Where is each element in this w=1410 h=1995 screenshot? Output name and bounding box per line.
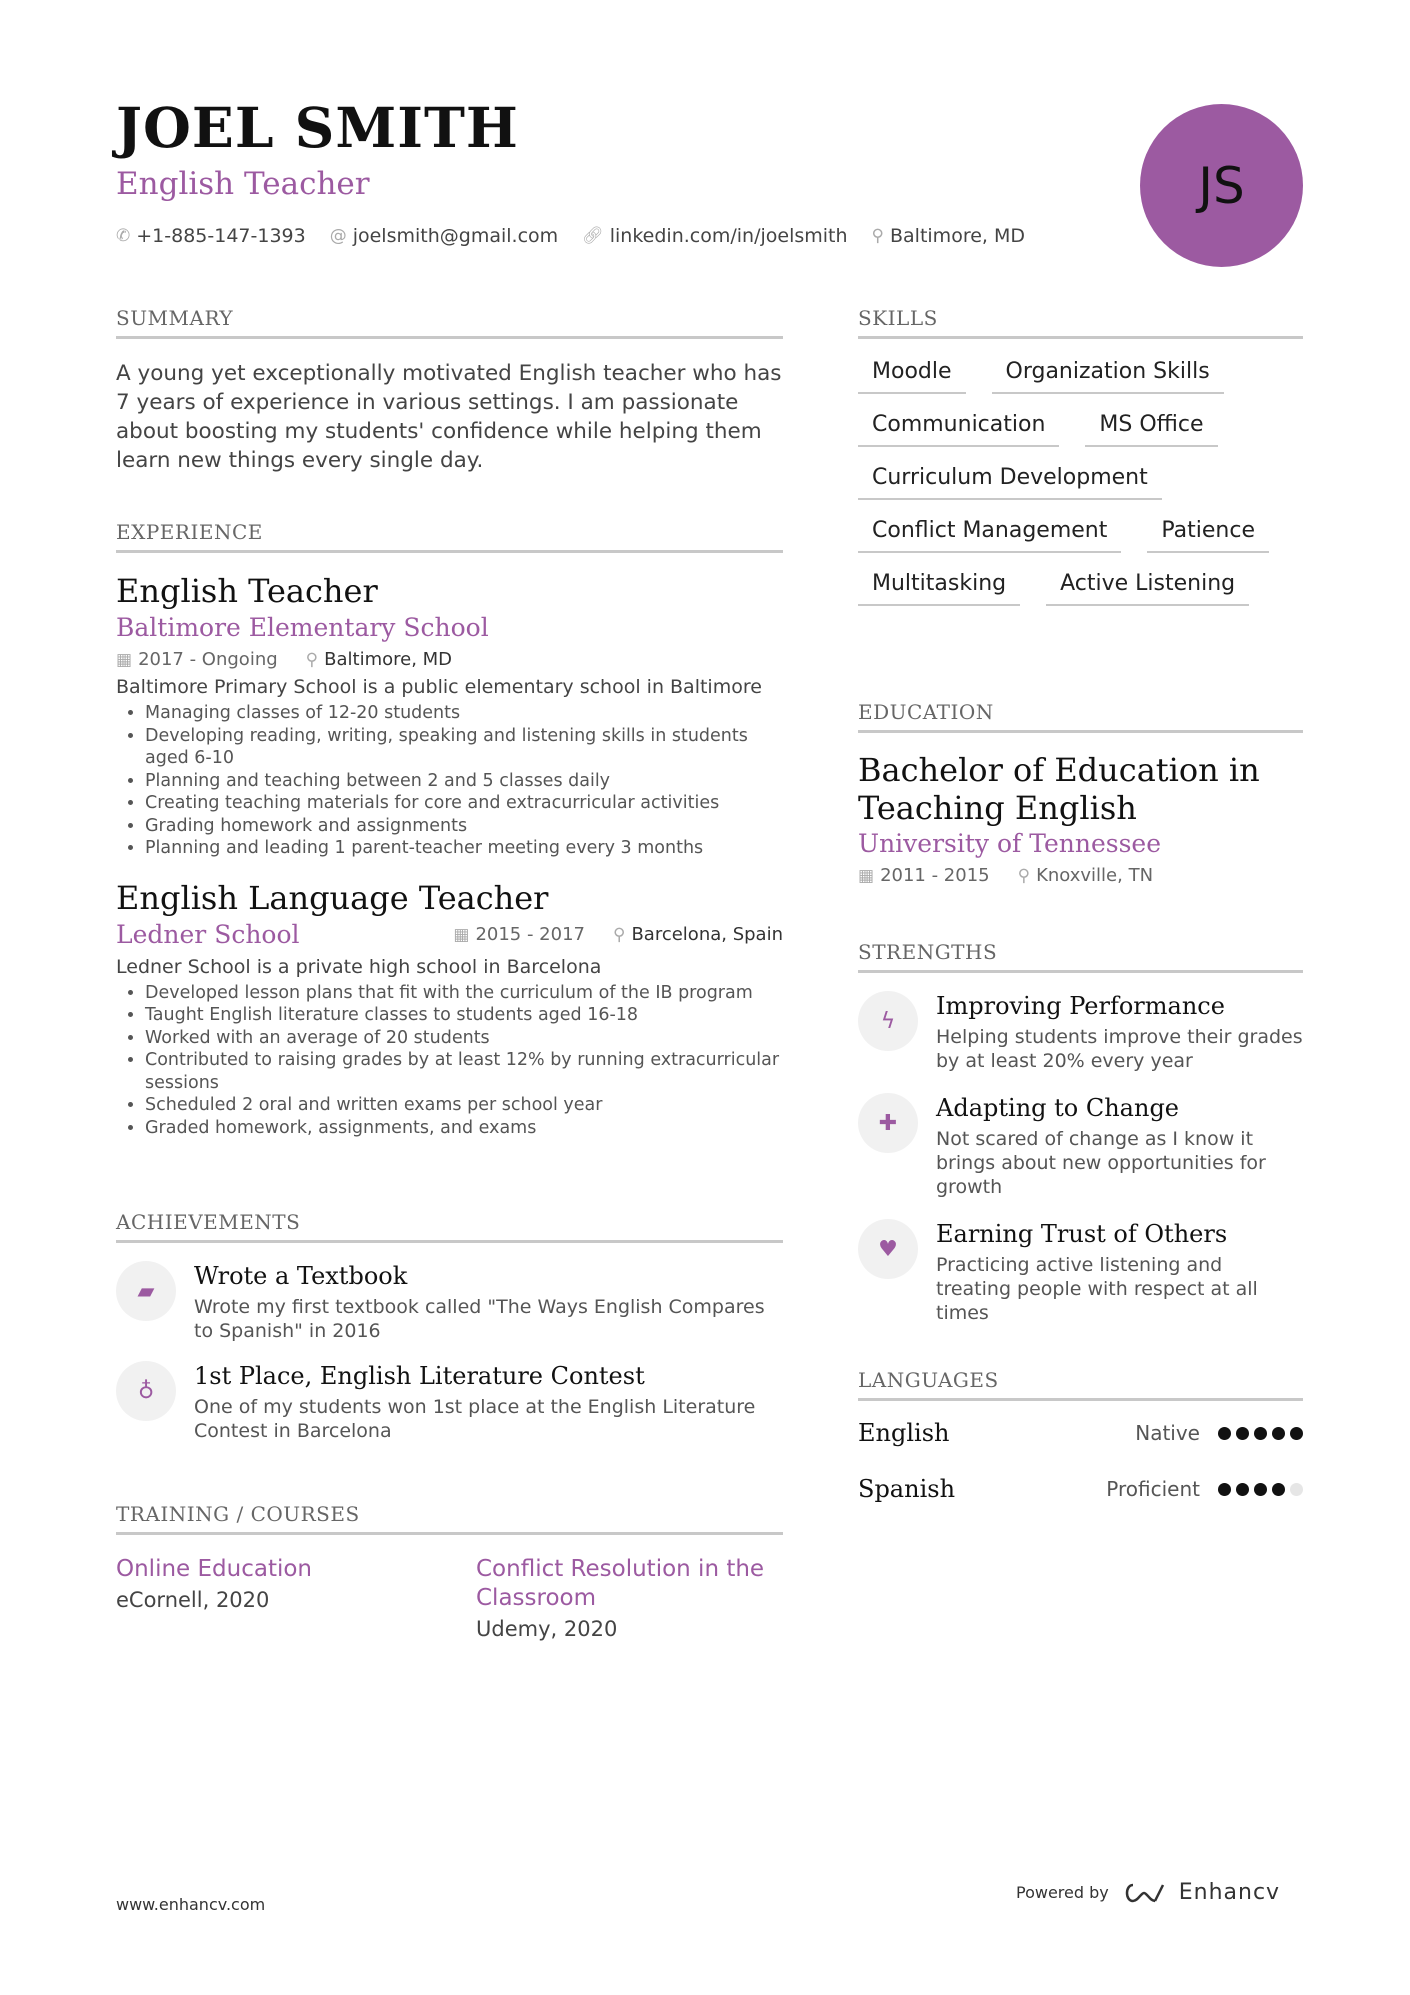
job-entry: [116, 571, 783, 860]
education-section: [858, 700, 1303, 886]
section-title: STRENGTHS: [858, 940, 1303, 973]
company-name: Baltimore Elementary School: [116, 613, 489, 642]
rating-dot-filled: [1290, 1427, 1303, 1440]
footer-branding: [1016, 1880, 1280, 1905]
strength-item: [858, 1093, 1303, 1199]
section-title: LANGUAGES: [858, 1368, 1303, 1401]
contact-linkedin[interactable]: 🔗︎ linkedin.com/in/joelsmith: [582, 225, 848, 247]
experience-section: [116, 520, 783, 1139]
list-item: • Worked with an average of 20 students: [145, 1027, 783, 1050]
location-pin-icon: ⚲: [305, 650, 319, 670]
training-section: [116, 1502, 783, 1641]
language-rating: [1218, 1427, 1303, 1440]
book-icon: ▰: [116, 1261, 176, 1321]
phone-icon: ✆: [116, 226, 131, 246]
education-location: ⚲ Knoxville, TN: [1017, 865, 1154, 886]
training-source: Udemy, 2020: [476, 1617, 618, 1641]
section-title: TRAINING / COURSES: [116, 1502, 783, 1535]
language-row: [858, 1475, 1303, 1503]
list-item: • Graded homework, assignments, and exams: [145, 1117, 783, 1140]
contact-email[interactable]: @ joelsmith@gmail.com: [329, 225, 559, 247]
job-location: ⚲ Barcelona, Spain: [613, 924, 783, 945]
contact-phone: ✆ +1-885-147-1393: [116, 225, 306, 247]
achievements-section: [116, 1210, 783, 1443]
rating-dot-filled: [1254, 1427, 1267, 1440]
job-entry: [116, 878, 783, 1140]
rating-dot-filled: [1236, 1483, 1249, 1496]
list-item: • Creating teaching materials for core and extracurricular activities: [145, 792, 783, 815]
skill-tag: Conflict Management: [858, 512, 1121, 553]
degree-title: Bachelor of Education in Teaching English: [858, 751, 1260, 827]
training-title: Conflict Resolution in the Classroom: [476, 1556, 765, 1611]
job-bullets: [116, 982, 783, 1140]
section-title: SKILLS: [858, 306, 1303, 339]
list-item: • Managing classes of 12-20 students: [145, 702, 783, 725]
skill-tag: Organization Skills: [992, 353, 1224, 394]
strengths-section: [858, 940, 1303, 1325]
rating-dot-filled: [1218, 1427, 1231, 1440]
list-item: • Planning and leading 1 parent-teacher meeting every 3 months: [145, 837, 783, 860]
contact-bar: [116, 225, 1025, 247]
achievement-item: [116, 1261, 783, 1343]
rating-dot-filled: [1272, 1483, 1285, 1496]
school-name: University of Tennessee: [858, 829, 1162, 858]
hand-heart-icon: ♥: [858, 1219, 918, 1279]
language-level: Proficient: [1106, 1477, 1200, 1501]
achievement-item: [116, 1361, 783, 1443]
brand-name: Enhancv: [1178, 1880, 1281, 1905]
bolt-icon: ϟ: [858, 991, 918, 1051]
location-pin-icon: ⚲: [613, 925, 626, 945]
medal-icon: ♁: [116, 1361, 176, 1421]
section-title: SUMMARY: [116, 306, 783, 339]
skill-tag: Curriculum Development: [858, 459, 1162, 500]
training-item: [116, 1555, 476, 1641]
company-name: Ledner School: [116, 919, 300, 949]
calendar-icon: ▦: [453, 925, 470, 945]
skill-tag: Communication: [858, 406, 1059, 447]
section-title: EXPERIENCE: [116, 520, 783, 553]
language-row: [858, 1419, 1303, 1447]
job-title: English Language Teacher: [116, 878, 549, 917]
job-description: Baltimore Primary School is a public elementary school in Baltimore: [116, 676, 762, 698]
education-dates: ▦ 2011 - 2015: [858, 865, 990, 886]
puzzle-icon: ✚: [858, 1093, 918, 1153]
list-item: • Taught English literature classes to students aged 16-18: [145, 1004, 783, 1027]
strength-text: Not scared of change as I know it brings about new opportunities for growth: [936, 1128, 1266, 1198]
skill-tag: MS Office: [1085, 406, 1217, 447]
location-pin-icon: ⚲: [871, 226, 884, 246]
summary-section: [116, 306, 783, 475]
job-location: ⚲ Baltimore, MD: [305, 649, 453, 670]
skills-section: [858, 306, 1303, 606]
rating-dot-filled: [1254, 1483, 1267, 1496]
job-dates: ▦ 2015 - 2017: [453, 924, 585, 945]
language-name: Spanish: [858, 1475, 956, 1503]
candidate-role: English Teacher: [116, 166, 370, 202]
contact-location: ⚲ Baltimore, MD: [871, 225, 1026, 247]
achievement-title: 1st Place, English Literature Contest: [194, 1362, 645, 1390]
list-item: • Grading homework and assignments: [145, 815, 783, 838]
strength-title: Earning Trust of Others: [936, 1220, 1228, 1248]
rating-dot-empty: [1290, 1483, 1303, 1496]
section-title: EDUCATION: [858, 700, 1303, 733]
avatar: JS: [1140, 104, 1303, 267]
skill-tag: Active Listening: [1046, 565, 1249, 606]
calendar-icon: ▦: [858, 866, 875, 886]
footer-site-link[interactable]: www.enhancv.com: [116, 1895, 266, 1914]
achievement-text: Wrote my first textbook called "The Ways English Compares to Spanish" in 2016: [194, 1296, 765, 1342]
strength-text: Practicing active listening and treating people with respect at all times: [936, 1254, 1258, 1324]
languages-section: [858, 1368, 1303, 1503]
job-description: Ledner School is a private high school in Barcelona: [116, 955, 602, 978]
job-dates: ▦ 2017 - Ongoing: [116, 649, 278, 670]
strength-item: [858, 991, 1303, 1073]
list-item: • Developed lesson plans that fit with the curriculum of the IB program: [145, 982, 783, 1005]
summary-text: A young yet exceptionally motivated English teacher who has 7 years of experience in various settings. I am passionate about boosting my students' confidence while helping them learn new things every single day.: [116, 361, 782, 473]
job-meta: [116, 649, 783, 670]
calendar-icon: ▦: [116, 650, 133, 670]
strength-item: [858, 1219, 1303, 1325]
skill-tag: Multitasking: [858, 565, 1020, 606]
training-item: [476, 1555, 783, 1641]
skills-list: [858, 353, 1303, 606]
rating-dot-filled: [1272, 1427, 1285, 1440]
job-meta: [453, 924, 783, 945]
list-item: • Scheduled 2 oral and written exams per school year: [145, 1094, 783, 1117]
strength-title: Adapting to Change: [936, 1094, 1180, 1122]
training-source: eCornell, 2020: [116, 1588, 270, 1612]
strength-text: Helping students improve their grades by at least 20% every year: [936, 1026, 1303, 1072]
rating-dot-filled: [1218, 1483, 1231, 1496]
skill-tag: Patience: [1147, 512, 1269, 553]
language-level: Native: [1135, 1421, 1200, 1445]
section-title: ACHIEVEMENTS: [116, 1210, 783, 1243]
at-icon: @: [329, 226, 347, 246]
link-icon: 🔗︎: [582, 226, 604, 246]
list-item: • Contributed to raising grades by at least 12% by running extracurricular sessions: [145, 1049, 783, 1094]
strength-title: Improving Performance: [936, 992, 1225, 1020]
powered-by-text: Powered by: [1016, 1883, 1109, 1902]
language-rating: [1218, 1483, 1303, 1496]
list-item: • Developing reading, writing, speaking and listening skills in students aged 6-10: [145, 725, 783, 770]
rating-dot-filled: [1236, 1427, 1249, 1440]
skill-tag: Moodle: [858, 353, 966, 394]
job-bullets: [116, 702, 783, 860]
achievement-text: One of my students won 1st place at the English Literature Contest in Barcelona: [194, 1396, 756, 1442]
list-item: • Planning and teaching between 2 and 5 classes daily: [145, 770, 783, 793]
enhancv-logo-icon: [1121, 1881, 1167, 1905]
achievement-title: Wrote a Textbook: [194, 1262, 408, 1290]
location-pin-icon: ⚲: [1017, 866, 1031, 886]
training-title: Online Education: [116, 1556, 313, 1582]
job-title: English Teacher: [116, 572, 378, 610]
education-meta: [858, 865, 1303, 886]
language-name: English: [858, 1419, 950, 1447]
candidate-name: JOEL SMITH: [116, 95, 519, 160]
